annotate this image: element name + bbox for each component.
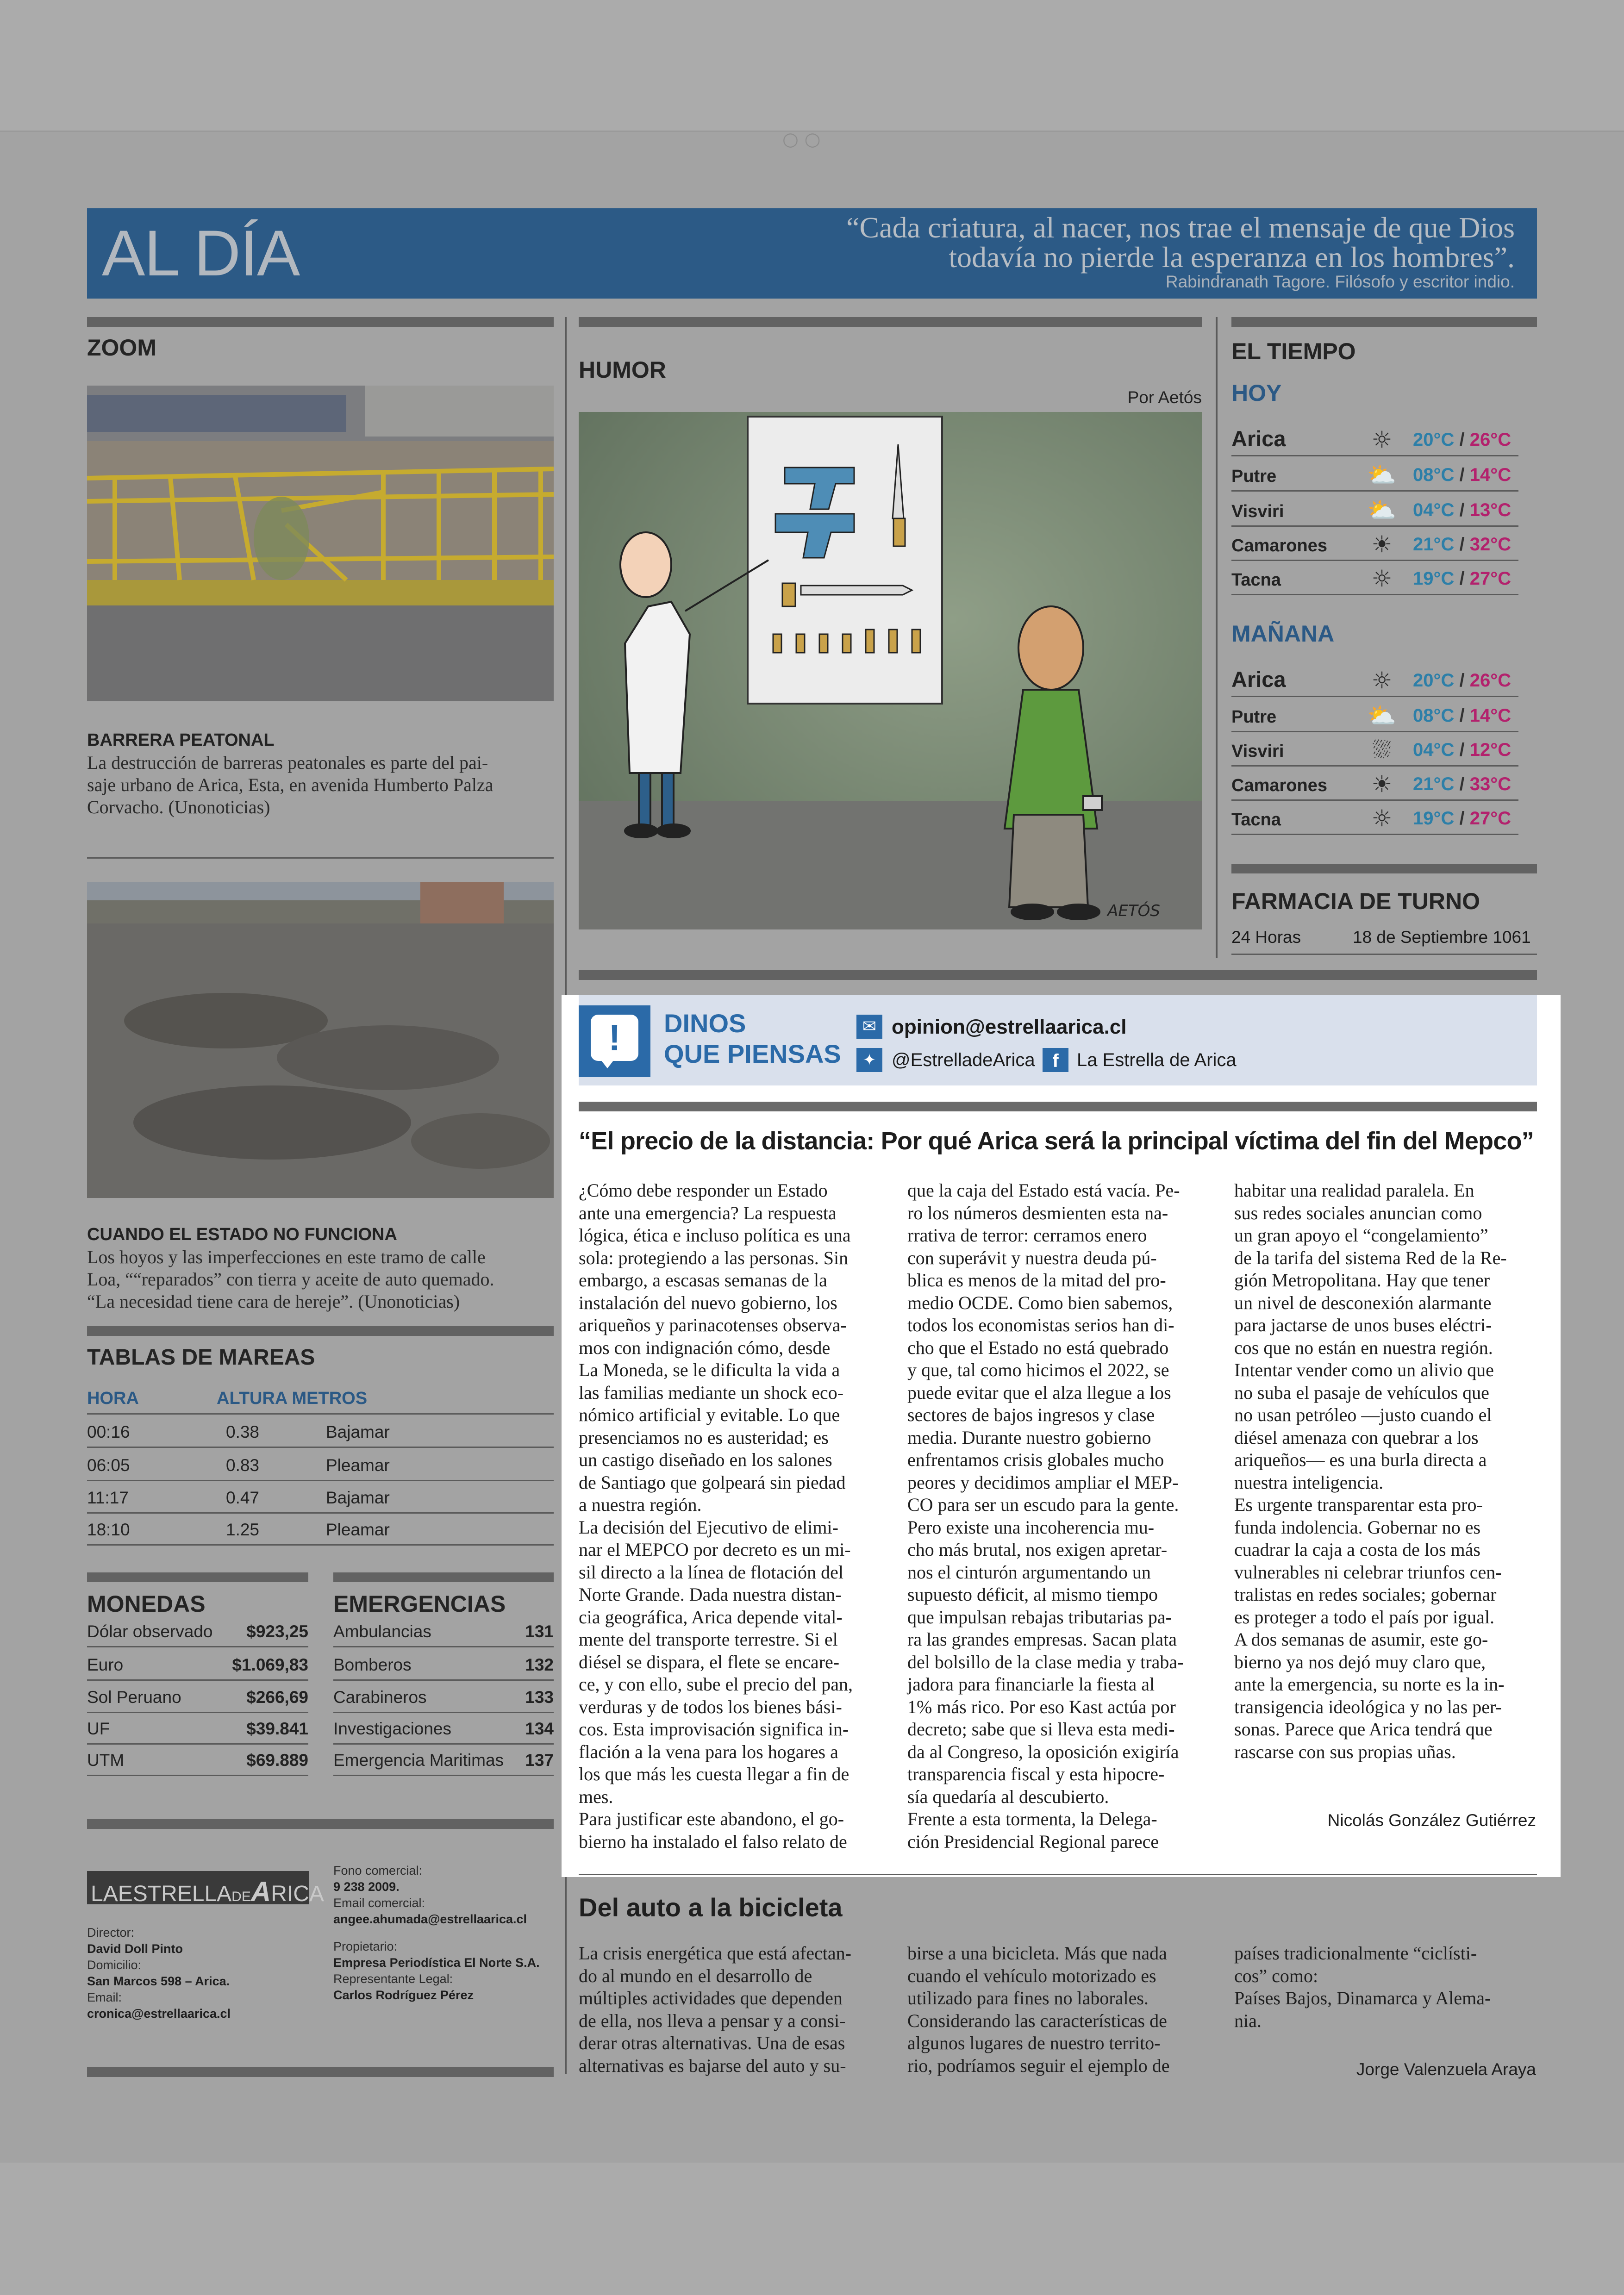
section-bar (87, 1819, 554, 1829)
text-line: múltiples actividades que dependen (579, 1988, 843, 2008)
text-line: jadora para financiarle la fiesta al (907, 1674, 1155, 1695)
text-line: para jactarse de unos buses eléctri- (1234, 1315, 1492, 1335)
text-line: no usan petróleo —justo cuando el (1234, 1404, 1492, 1425)
text-line: derar otras alternativas. Una de esas (579, 2033, 845, 2053)
emergency-row: Emergencia Maritimas 137 (333, 1743, 554, 1776)
text-line: habitar una realidad paralela. En (1234, 1180, 1474, 1201)
twitter-handle[interactable]: @EstrelladeArica (892, 1050, 1035, 1070)
article-1-column-1 (579, 1179, 889, 1853)
text-line: ariqueños y parinacotenses observa- (579, 1315, 847, 1335)
weather-row: Arica ☼ 20°C / 26°C (1231, 421, 1518, 456)
rain-sun-icon: ⛆ (1373, 736, 1391, 763)
quote-author: Rabindranath Tagore. Filósofo y escritor indio. (1165, 272, 1515, 291)
sun-icon: ☀ (1371, 531, 1393, 558)
text-line: nar el MEPCO por decreto es un mi- (579, 1539, 851, 1560)
facebook-page[interactable]: La Estrella de Arica (1077, 1050, 1237, 1070)
text-line: gión Metropolitana. Hay que tener (1234, 1270, 1490, 1291)
cloud-sun-icon: ⛅ (1367, 497, 1397, 524)
weather-today-label: HOY (1231, 380, 1282, 406)
currency-row: Dólar observado $923,25 (87, 1614, 308, 1647)
weather-title: EL TIEMPO (1231, 338, 1356, 364)
text-line: ro los números desmienten esta na- (907, 1202, 1168, 1223)
partly-sunny-icon: ☼ (1371, 565, 1393, 592)
section-bar (579, 317, 1202, 327)
humor-title: HUMOR (579, 357, 666, 383)
text-line: de ella, nos lleva a pensar y a consi- (579, 2010, 846, 2031)
text-line: rrativa de terror: cerramos enero (907, 1225, 1147, 1246)
weather-row: Putre ⛅ 08°C / 14°C (1231, 456, 1518, 492)
column-divider (1216, 317, 1218, 958)
text-line: vulnerables ni celebrar triunfos cen- (1234, 1561, 1502, 1583)
text-line: sectores de bajos ingresos y clase (907, 1404, 1155, 1425)
text-line: cos. Esta improvisación significa in- (579, 1719, 849, 1740)
text-line: ariqueños— es una burla directa a (1234, 1449, 1487, 1470)
dinos-title-line: DINOS (664, 1009, 746, 1038)
text-line: cos” como: (1234, 1965, 1318, 1986)
text-line: da al Congreso, la oposición exigiría (907, 1741, 1179, 1762)
caption-line: La destrucción de barreras peatonales es parte del pai- (87, 752, 488, 773)
text-line: supuesto déficit, al mismo tiempo (907, 1584, 1158, 1605)
emergency-row: Investigaciones 134 (333, 1711, 554, 1745)
text-line: ra las grandes empresas. Sacan plata (907, 1629, 1177, 1650)
section-bar (579, 1102, 1537, 1111)
section-title: AL DÍA (102, 217, 300, 289)
text-line: Intentar vender como un alivio que (1234, 1360, 1494, 1380)
opinion-email[interactable]: opinion@estrellaarica.cl (892, 1016, 1127, 1038)
text-line: ante una emergencia? La respuesta (579, 1202, 837, 1223)
text-line: cho más brutal, nos exigen apretar- (907, 1539, 1168, 1560)
text-line: rio, podríamos seguir el ejemplo de (907, 2055, 1170, 2076)
colophon-right: Fono comercial: 9 238 2009. Email comercial: angee.ahumada@estrellaarica.cl Propietario: Empresa Periodística El Norte S.A. Representante Legal: Carlos Rodríguez Pérez (333, 1864, 540, 2002)
weather-row: Visviri ⛆ 04°C / 12°C (1231, 731, 1518, 767)
text-line: lógica, ética e incluso política es una (579, 1225, 851, 1246)
text-line: un castigo diseñado en los salones (579, 1449, 832, 1470)
tide-row: 06:05 0.83 Pleamar (87, 1448, 554, 1481)
currency-row: UF $39.841 (87, 1711, 308, 1745)
text-line: birse a una bicicleta. Más que nada (907, 1943, 1167, 1964)
zoom-photo-barrier (87, 386, 554, 701)
text-line: decreto; sabe que si lleva esta medi- (907, 1719, 1175, 1740)
article-2-column-1 (579, 1942, 889, 2077)
text-line: de Santiago que golpeará sin piedad (579, 1472, 846, 1493)
text-line: sil directo a la línea de flotación del (579, 1561, 843, 1583)
quote-line-1: “Cada criatura, al nacer, nos trae el mensaje de que Dios (846, 211, 1515, 244)
text-line: sonas. Parece que Arica tendrá que (1234, 1719, 1493, 1740)
text-line: Países Bajos, Dinamarca y Alema- (1234, 1988, 1491, 2008)
text-line: flación a la vena para los hogares a (579, 1741, 838, 1762)
currency-row: Euro $1.069,83 (87, 1647, 308, 1681)
text-line: A dos semanas de asumir, este go- (1234, 1629, 1488, 1650)
text-line: transigencia ideológica y no las per- (1234, 1696, 1502, 1717)
text-line: sus redes sociales anuncian como (1234, 1202, 1482, 1223)
tides-col-hour: HORA (87, 1389, 139, 1408)
text-line: cuadrar la caja a costa de los más (1234, 1539, 1480, 1560)
text-line: do al mundo en el desarrollo de (579, 1965, 812, 1986)
caption-line: Corvacho. (Unonoticias) (87, 797, 270, 817)
text-line: Pero existe una incoherencia mu- (907, 1516, 1155, 1538)
text-line: nos el cinturón argumentando un (907, 1561, 1151, 1583)
text-line: nuestra inteligencia. (1234, 1472, 1384, 1493)
pharmacy-hours: 24 Horas (1231, 928, 1301, 947)
caption-line: Los hoyos y las imperfecciones en este tramo de calle (87, 1247, 486, 1267)
text-line: alternativas es bajarse del auto y su- (579, 2055, 846, 2076)
colophon-left: Director: David Doll Pinto Domicilio: San Marcos 598 – Arica. Email: cronica@estrellaarica.cl (87, 1926, 231, 2021)
twitter-icon: ✦ (856, 1048, 882, 1072)
text-line: un gran apoyo el “congelamiento” (1234, 1225, 1488, 1246)
text-line: países tradicionalmente “ciclísti- (1234, 1943, 1477, 1964)
text-line: La Moneda, se le dificulta la vida a (579, 1360, 840, 1380)
cloud-sun-icon: ⛅ (1367, 702, 1397, 729)
text-line: puede evitar que el alza llegue a los (907, 1382, 1171, 1403)
text-line: peores y decidimos ampliar el MEP- (907, 1472, 1179, 1493)
weather-row: Visviri ⛅ 04°C / 13°C (1231, 492, 1518, 527)
caption-line: saje urbano de Arica, Esta, en avenida Humberto Palza (87, 774, 493, 795)
quote-line-2: todavía no pierde la esperanza en los hombres”. (949, 241, 1515, 274)
text-line: enfrentamos crisis globales mucho (907, 1449, 1164, 1470)
dinos-title-line: QUE PIENSAS (664, 1039, 841, 1068)
emergency-row: Bomberos 132 (333, 1647, 554, 1681)
cloud-sun-icon: ⛅ (1367, 461, 1397, 488)
partly-sunny-icon: ☼ (1371, 426, 1393, 453)
tide-row: 11:17 0.47 Bajamar (87, 1480, 554, 1514)
text-line: media. Durante nuestro gobierno (907, 1427, 1151, 1448)
text-line: las familias mediante un shock eco- (579, 1382, 844, 1403)
logo-part: RICA (271, 1882, 324, 1906)
text-line: La decisión del Ejecutivo de elimi- (579, 1516, 838, 1538)
text-line: algunos lugares de nuestro territo- (907, 2033, 1161, 2053)
humor-byline: Por Aetós (1127, 388, 1202, 407)
section-bar (333, 1572, 554, 1582)
zoom-photo-potholes (87, 882, 554, 1198)
zoom-caption-2 (87, 1246, 554, 1313)
caption-line: “La necesidad tiene cara de hereje”. (Unonoticias) (87, 1291, 460, 1312)
pharmacy-address: 18 de Septiembre 1061 (1353, 928, 1531, 947)
weather-row: Camarones ☀ 21°C / 33°C (1231, 766, 1518, 801)
text-line: del bolsillo de la clase media y traba- (907, 1651, 1184, 1672)
text-line: diésel amenaza con quebrar a los (1234, 1427, 1479, 1448)
text-line: blica es menos de la mitad del pro- (907, 1270, 1166, 1291)
text-line: bierno ha instalado el falso relato de (579, 1831, 847, 1852)
section-header (87, 208, 1537, 299)
mail-icon: ✉ (856, 1015, 882, 1039)
text-line: no suba el pasaje de vehículos que (1234, 1382, 1489, 1403)
text-line: ¿Cómo debe responder un Estado (579, 1180, 828, 1201)
text-line: tralistas en redes sociales; gobernar (1234, 1584, 1497, 1605)
text-line: cia geográfica, Arica depende vital- (579, 1606, 843, 1628)
currencies-title: MONEDAS (87, 1591, 206, 1617)
text-line: Considerando las características de (907, 2010, 1167, 2031)
section-bar (87, 1572, 308, 1582)
text-line: ción Presidencial Regional parece (907, 1831, 1159, 1852)
logo-part: A (250, 1876, 271, 1907)
text-line: presenciamos no es austeridad; es (579, 1427, 829, 1448)
dinos-que-piensas-banner (579, 995, 1537, 1085)
text-line: sía quedaría al descubierto. (907, 1786, 1109, 1807)
zoom-caption-1 (87, 752, 554, 818)
text-line: rascarse con sus propias uñas. (1234, 1741, 1456, 1762)
section-bar (579, 970, 1537, 980)
article-1-column-3 (1234, 1179, 1540, 1763)
text-line: Es urgente transparentar esta pro- (1234, 1494, 1483, 1515)
caption-line: Loa, ““reparados” con tierra y aceite de auto quemado. (87, 1269, 494, 1290)
text-line: los que más les cuesta llegar a fin de (579, 1764, 849, 1784)
cartoon-signature: AETÓS (1107, 902, 1160, 920)
section-bar (1231, 317, 1537, 327)
logo-part: DE (231, 1889, 251, 1904)
logo-part: ESTRELLA (118, 1882, 232, 1906)
header-quote (846, 213, 1515, 272)
sun-icon: ☀ (1371, 771, 1393, 798)
text-line: medio OCDE. Como bien sabemos, (907, 1292, 1173, 1313)
tide-row: 18:10 1.25 Pleamar (87, 1512, 554, 1546)
pharmacy-title: FARMACIA DE TURNO (1231, 888, 1480, 914)
divider (1231, 954, 1537, 955)
article-2-author: Jorge Valenzuela Araya (1356, 2060, 1536, 2079)
text-line: utilizado para fines no laborales. (907, 1988, 1149, 2008)
weather-row: Camarones ☀ 21°C / 32°C (1231, 526, 1518, 561)
text-line: nómico artificial y evitable. Lo que (579, 1404, 840, 1425)
currency-row: Sol Peruano $266,69 (87, 1680, 308, 1713)
text-line: instalación del nuevo gobierno, los (579, 1292, 837, 1313)
article-1-author: Nicolás González Gutiérrez (1327, 1811, 1536, 1830)
tide-row: 00:16 0.38 Bajamar (87, 1415, 554, 1448)
section-bar (1231, 864, 1537, 873)
partly-sunny-icon: ☼ (1371, 805, 1393, 832)
text-line: mes. (579, 1786, 613, 1807)
article-2-title: Del auto a la bicicleta (579, 1893, 843, 1922)
weather-row: Putre ⛅ 08°C / 14°C (1231, 697, 1518, 732)
text-line: bierno ya nos dejó muy claro que, (1234, 1651, 1486, 1672)
weather-row: Tacna ☼ 19°C / 27°C (1231, 560, 1518, 595)
text-line: es proteger a todo el país por igual. (1234, 1606, 1495, 1628)
text-line: que impulsan rebajas tributarias pa- (907, 1606, 1172, 1628)
text-line: y que, tal como hicimos el 2022, se (907, 1360, 1169, 1380)
text-line: cho que el Estado no está quebrado (907, 1337, 1169, 1358)
text-line: transparencia fiscal y esta hipocre- (907, 1764, 1165, 1784)
emergency-row: Carabineros 133 (333, 1680, 554, 1713)
weather-row: Tacna ☼ 19°C / 27°C (1231, 800, 1518, 835)
text-line: 1% más rico. Por eso Kast actúa por (907, 1696, 1176, 1717)
emergencies-title: EMERGENCIAS (333, 1591, 506, 1617)
dinos-title (664, 1008, 841, 1069)
divider (87, 857, 554, 859)
currency-row: UTM $69.889 (87, 1743, 308, 1776)
text-line: Frente a esta tormenta, la Delega- (907, 1809, 1157, 1829)
speech-bubble-icon: ! (579, 1005, 650, 1077)
text-line: mos con indignación cómo, desde (579, 1337, 831, 1358)
article-1-title: “El precio de la distancia: Por qué Arica será la principal víctima del fin del Mepco” (579, 1127, 1534, 1155)
article-2-column-2 (907, 1942, 1208, 2077)
text-line: diésel se dispara, el flete se encare- (579, 1651, 840, 1672)
tides-col-height: ALTURA METROS (217, 1389, 368, 1408)
section-bar (87, 317, 554, 327)
weather-tomorrow-label: MAÑANA (1231, 621, 1335, 647)
tides-title: TABLAS DE MAREAS (87, 1345, 315, 1370)
text-line: a nuestra región. (579, 1494, 702, 1515)
text-line: de la tarifa del sistema Red de la Re- (1234, 1247, 1507, 1268)
zoom-caption-title-2: CUANDO EL ESTADO NO FUNCIONA (87, 1225, 397, 1244)
partly-sunny-icon: ☼ (1371, 667, 1393, 694)
divider (579, 1874, 1537, 1875)
weather-row: Arica ☼ 20°C / 26°C (1231, 662, 1518, 697)
text-line: con superávit y nuestra deuda pú- (907, 1247, 1157, 1268)
text-line: cos que no están en nuestra región. (1234, 1337, 1493, 1358)
text-line: un nivel de desconexión alarmante (1234, 1292, 1492, 1313)
text-line: mente del transporte terrestre. Si el (579, 1629, 838, 1650)
text-line: que la caja del Estado está vacía. Pe- (907, 1180, 1180, 1201)
article-2-column-3 (1234, 1942, 1540, 2032)
text-line: cuando el vehículo motorizado es (907, 1965, 1156, 1986)
text-line: funda indolencia. Gobernar no es (1234, 1516, 1481, 1538)
text-line: todos los economistas serios han di- (907, 1315, 1174, 1335)
text-line: embargo, a escasas semanas de la (579, 1270, 827, 1291)
newspaper-logo (87, 1871, 324, 1907)
section-bar (87, 2067, 554, 2077)
zoom-title: ZOOM (87, 335, 156, 361)
section-bar (87, 1326, 554, 1336)
text-line: Norte Grande. Dada nuestra distan- (579, 1584, 842, 1605)
text-line: nia. (1234, 2010, 1262, 2031)
zoom-caption-title-1: BARRERA PEATONAL (87, 730, 275, 750)
logo-part: LA (91, 1882, 118, 1906)
text-line: ce, y con ello, sube el precio del pan, (579, 1674, 853, 1695)
text-line: verduras y de todos los bienes bási- (579, 1696, 842, 1717)
page-indicator-dot[interactable]: ○ ○ (782, 129, 821, 150)
facebook-icon: f (1043, 1048, 1068, 1072)
humor-cartoon (579, 412, 1202, 929)
emergency-row: Ambulancias 131 (333, 1614, 554, 1647)
text-line: sola: protegiendo a las personas. Sin (579, 1247, 849, 1268)
article-1-column-2 (907, 1179, 1208, 1853)
text-line: Para justificar este abandono, el go- (579, 1809, 844, 1829)
text-line: CO para ser un escudo para la gente. (907, 1494, 1179, 1515)
text-line: ante la emergencia, su norte es la in- (1234, 1674, 1505, 1695)
text-line: La crisis energética que está afectan- (579, 1943, 851, 1964)
